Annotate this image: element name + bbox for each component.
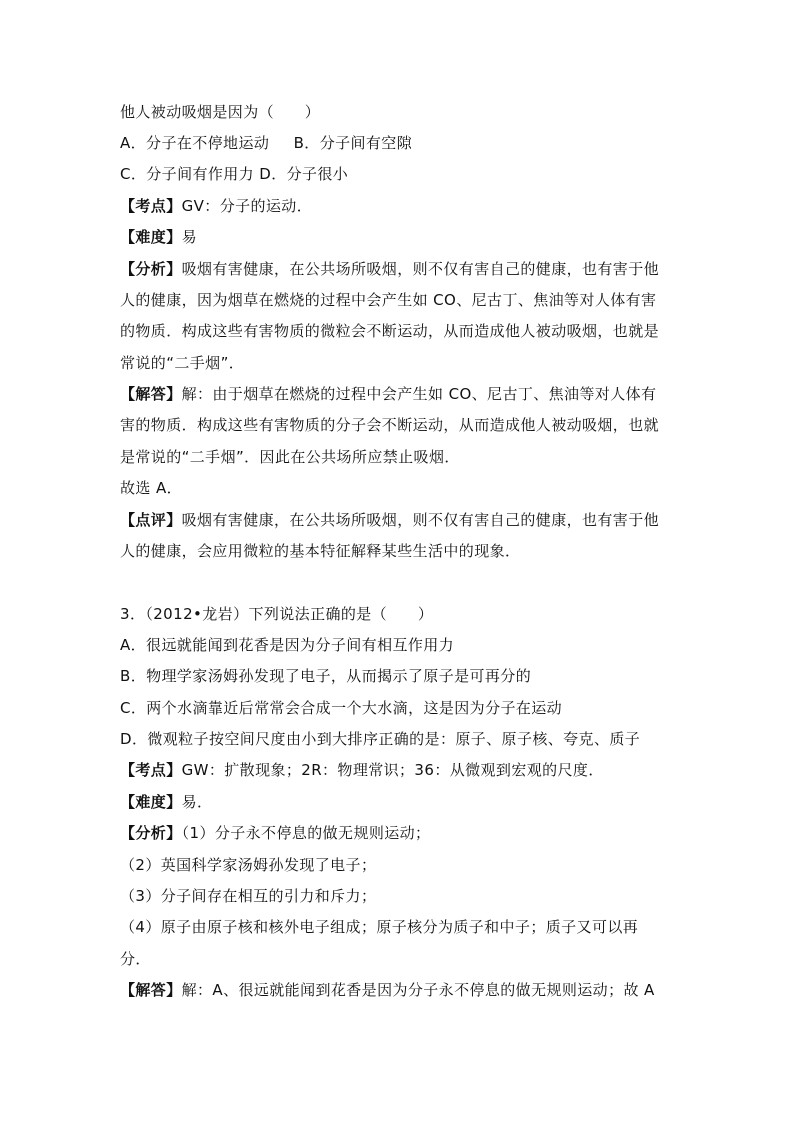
q3-jieda [120,980,680,1000]
q2-dianping-tag: 【点评】 [120,511,182,529]
q3-fenxi-line-5: 分． [120,950,151,968]
q3-nandu [120,792,680,812]
q2-fenxi-line-1 [120,259,680,279]
q2-option-b: B．分子间有空隙 [293,134,413,152]
q3-kaodian-tag: 【考点】 [120,761,182,779]
q2-nandu-text: 易 [181,228,198,246]
q2-fenxi-line-2: 人的健康，因为烟草在燃烧的过程中会产生如 CO、尼古丁、焦油等对人体有害 [120,291,657,309]
q3-fenxi-line-2: （2）英国科学家汤姆孙发现了电子； [120,856,377,874]
q2-fenxi-tag: 【分析】 [120,260,182,278]
q2-kaodian-tag: 【考点】 [120,197,182,215]
q3-fenxi-tag: 【分析】 [120,824,182,842]
q3-option-d: D．微观粒子按空间尺度由小到大排序正确的是：原子、原子核、夸克、质子 [120,730,641,748]
q2-stem-tail: 他人被动吸烟是因为（ ） [120,103,321,121]
q2-kaodian-text: GV：分子的运动． [181,197,313,215]
q2-kaodian [120,196,680,216]
q3-stem: 3．（2012•龙岩）下列说法正确的是（ ） [120,605,434,623]
q2-options-cd [120,164,680,184]
q3-kaodian [120,760,680,780]
q2-fenxi-line-4: 常说的“二手烟”． [120,354,245,372]
q2-nandu-tag: 【难度】 [120,228,182,246]
q3-fenxi-line-3: （3）分子间存在相互的引力和斥力； [120,887,377,905]
q3-fenxi-line-4: （4）原子由原子核和核外电子组成；原子核分为质子和中子；质子又可以再 [120,918,639,936]
q3-option-a: A．很远就能闻到花香是因为分子间有相互作用力 [120,636,455,654]
q3-option-b: B．物理学家汤姆孙发现了电子，从而揭示了原子是可再分的 [120,667,532,685]
q2-dianping-line-2: 人的健康，会应用微粒的基本特征解释某些生活中的现象． [120,542,521,560]
q2-option-a: A．分子在不停地运动 [120,134,270,152]
q3-kaodian-text: GW：扩散现象；2R：物理常识；36：从微观到宏观的尺度． [181,761,604,779]
q2-jieda-line-3: 是常说的“二手烟”．因此在公共场所应禁止吸烟． [120,448,460,466]
q3-jieda-text: 解：A、很远就能闻到花香是因为分子永不停息的做无规则运动；故 A [181,981,655,999]
q3-jieda-tag: 【解答】 [120,981,182,999]
q2-fenxi-text-1: 吸烟有害健康，在公共场所吸烟，则不仅有害自己的健康，也有害于他 [181,260,660,278]
q2-jieda-text-1: 解：由于烟草在燃烧的过程中会产生如 CO、尼古丁、焦油等对人体有 [181,385,657,403]
q2-option-c: C．分子间有作用力 [120,165,255,183]
q2-dianping-line-1 [120,510,680,530]
q2-nandu [120,227,680,247]
q2-jieda-line-1 [120,384,680,404]
q3-nandu-text: 易． [181,793,213,811]
q2-option-d: D．分子很小 [259,165,349,183]
q3-fenxi-text-1: （1）分子永不停息的做无规则运动； [181,824,431,842]
q2-jieda-line-2: 害的物质．构成这些有害物质的分子会不断运动，从而造成他人被动吸烟，也就 [120,416,660,434]
q2-dianping-text-1: 吸烟有害健康，在公共场所吸烟，则不仅有害自己的健康，也有害于他 [181,511,660,529]
q2-options-ab [120,133,680,153]
q3-nandu-tag: 【难度】 [120,793,182,811]
q3-fenxi-line-1 [120,823,680,843]
q2-jieda-line-4: 故选 A． [120,479,183,497]
q2-jieda-tag: 【解答】 [120,385,182,403]
q2-fenxi-line-3: 的物质．构成这些有害物质的微粒会不断运动，从而造成他人被动吸烟，也就是 [120,322,660,340]
q3-option-c: C．两个水滴靠近后常常会合成一个大水滴，这是因为分子在运动 [120,699,563,717]
